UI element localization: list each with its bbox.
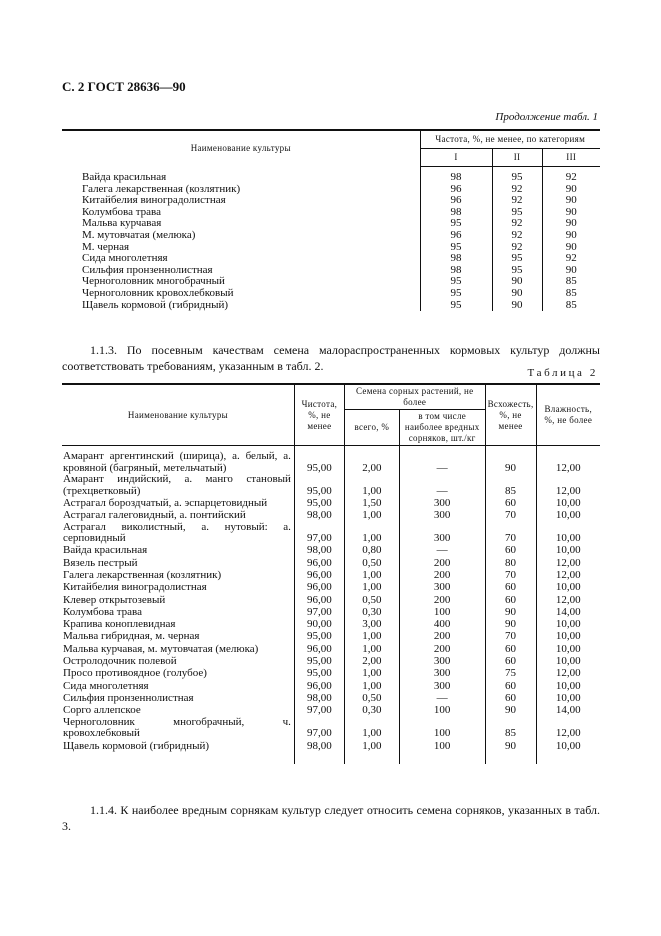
column-header-name: Наименование культуры	[62, 384, 294, 446]
weeds-total-value: 1,00	[344, 680, 399, 692]
moisture-value: 10,00	[536, 643, 600, 655]
weeds-harmful-value: 300	[399, 509, 485, 521]
crop-name: Сильфия пронзеннолистная	[82, 263, 213, 276]
crop-name: Галега лекарственная (козлятник)	[63, 568, 222, 581]
germination-value: 60	[485, 581, 536, 593]
weeds-harmful-value: 200	[399, 643, 485, 655]
germination-value: 60	[485, 692, 536, 704]
purity-value: 98,00	[294, 692, 344, 704]
weeds-total-value: 0,30	[344, 606, 399, 618]
weeds-total-value: 1,00	[344, 581, 399, 593]
moisture-value: 10,00	[536, 618, 600, 630]
table-1-continued	[62, 129, 600, 311]
weeds-total-value: 0,50	[344, 594, 399, 606]
category-2-value: 90	[492, 288, 542, 300]
category-2-value: 95	[492, 253, 542, 265]
crop-name: М. черная	[82, 240, 130, 253]
category-1-value: 96	[420, 195, 492, 207]
weeds-harmful-value: 300	[399, 497, 485, 509]
weeds-total-value: 0,80	[344, 545, 399, 557]
crop-name: Вайда красильная	[63, 544, 148, 557]
paragraph-1-1-4: 1.1.4. К наиболее вредным сорнякам культур следует относить семена сорняков, указанных в табл. 3.	[62, 803, 600, 833]
category-3-value: 90	[542, 230, 600, 242]
table-row	[62, 557, 600, 569]
moisture-value: 10,00	[536, 680, 600, 692]
purity-value: 95,00	[294, 631, 344, 643]
weeds-harmful-value: 200	[399, 594, 485, 606]
table-row	[62, 631, 600, 643]
moisture-value: 14,00	[536, 606, 600, 618]
crop-name: Амарант индийский, а. манго становый (трехцветковый)	[63, 473, 291, 497]
weeds-harmful-value: —	[399, 474, 485, 497]
weeds-total-value: 1,50	[344, 497, 399, 509]
category-2-value: 92	[492, 184, 542, 196]
table-row	[62, 253, 600, 265]
crop-name: Астрагал виколистный, а. нутовый: а. серповидный	[63, 520, 291, 545]
purity-value: 97,00	[294, 717, 344, 740]
column-header-weed-seeds: Семена сорных растений, не более	[344, 384, 485, 410]
table-continuation-label: Продолжение табл. 1	[495, 111, 598, 123]
crop-name: Остролодочник полевой	[63, 655, 177, 668]
germination-value: 90	[485, 704, 536, 716]
table-row	[62, 643, 600, 655]
category-3-value: 92	[542, 253, 600, 265]
table-row	[62, 509, 600, 521]
germination-value: 90	[485, 618, 536, 630]
germination-value: 80	[485, 557, 536, 569]
category-3-value: 85	[542, 288, 600, 300]
column-header-weeds-total: всего, %	[344, 410, 399, 446]
weeds-harmful-value: 100	[399, 704, 485, 716]
purity-value: 95,00	[294, 474, 344, 497]
column-header-category-1: I	[420, 149, 492, 167]
crop-name: Сорго аллепское	[63, 704, 141, 717]
moisture-value: 10,00	[536, 509, 600, 521]
table-row	[62, 618, 600, 630]
crop-name: Черноголовник многобрачный	[82, 275, 225, 288]
crop-name: Амарант аргентинский (ширица), а. белый, а. кровяной (багряный, метельчатый)	[63, 450, 291, 474]
crop-name: Колумбова трава	[82, 205, 161, 218]
category-2-value: 90	[492, 300, 542, 312]
weeds-total-value: 1,00	[344, 569, 399, 581]
weeds-total-value: 0,30	[344, 704, 399, 716]
table-row	[62, 288, 600, 300]
table-row	[62, 704, 600, 716]
crop-name: Крапива коноплевидная	[63, 618, 176, 631]
page-header: С. 2 ГОСТ 28636—90	[62, 79, 186, 94]
weeds-total-value: 3,00	[344, 618, 399, 630]
table-row	[62, 655, 600, 667]
germination-value: 70	[485, 522, 536, 545]
table-row	[62, 717, 600, 740]
weeds-total-value: 0,50	[344, 692, 399, 704]
germination-value: 90	[485, 446, 536, 475]
crop-name: Щавель кормовой (гибридный)	[63, 739, 210, 752]
moisture-value: 10,00	[536, 655, 600, 667]
crop-name: Клевер открытозевый	[63, 593, 166, 606]
table-row	[62, 594, 600, 606]
category-1-value: 98	[420, 167, 492, 184]
weeds-harmful-value: 200	[399, 557, 485, 569]
germination-value: 70	[485, 509, 536, 521]
purity-value: 97,00	[294, 606, 344, 618]
purity-value: 95,00	[294, 497, 344, 509]
moisture-value: 12,00	[536, 569, 600, 581]
category-3-value: 90	[542, 195, 600, 207]
germination-value: 85	[485, 474, 536, 497]
purity-value: 96,00	[294, 643, 344, 655]
purity-value: 96,00	[294, 557, 344, 569]
table-row	[62, 545, 600, 557]
column-header-category-3: III	[542, 149, 600, 167]
category-1-value: 95	[420, 276, 492, 288]
category-3-value: 85	[542, 276, 600, 288]
column-header-category-2: II	[492, 149, 542, 167]
germination-value: 85	[485, 717, 536, 740]
weeds-harmful-value: 300	[399, 581, 485, 593]
category-2-value: 95	[492, 207, 542, 219]
category-3-value: 90	[542, 265, 600, 277]
weeds-harmful-value: 300	[399, 655, 485, 667]
moisture-value: 12,00	[536, 446, 600, 475]
paragraph-1-1-3: 1.1.3. По посевным качествам семена малораспространенных кормовых культур должны соответствовать требованиям, указанным в табл. 2.	[62, 343, 600, 373]
table-row	[62, 692, 600, 704]
category-1-value: 95	[420, 218, 492, 230]
purity-value: 96,00	[294, 594, 344, 606]
table-row	[62, 522, 600, 545]
category-3-value: 90	[542, 218, 600, 230]
moisture-value: 14,00	[536, 704, 600, 716]
purity-value: 90,00	[294, 618, 344, 630]
weeds-total-value: 1,00	[344, 740, 399, 764]
weeds-harmful-value: 200	[399, 631, 485, 643]
germination-value: 60	[485, 497, 536, 509]
column-header-purity: Чистота, %, не менее	[294, 384, 344, 446]
weeds-harmful-value: 100	[399, 606, 485, 618]
category-3-value: 92	[542, 167, 600, 184]
category-3-value: 85	[542, 300, 600, 312]
weeds-total-value: 0,50	[344, 557, 399, 569]
category-1-value: 95	[420, 288, 492, 300]
germination-value: 75	[485, 668, 536, 680]
table-row	[62, 167, 600, 184]
germination-value: 90	[485, 740, 536, 764]
category-1-value: 96	[420, 230, 492, 242]
moisture-value: 10,00	[536, 522, 600, 545]
weeds-harmful-value: 300	[399, 668, 485, 680]
weeds-total-value: 1,00	[344, 522, 399, 545]
weeds-harmful-value: —	[399, 692, 485, 704]
moisture-value: 12,00	[536, 474, 600, 497]
table-row	[62, 740, 600, 764]
purity-value: 97,00	[294, 522, 344, 545]
table-row	[62, 569, 600, 581]
purity-value: 95,00	[294, 655, 344, 667]
moisture-value: 10,00	[536, 497, 600, 509]
crop-name: Вязель пестрый	[63, 556, 138, 569]
category-1-value: 98	[420, 207, 492, 219]
moisture-value: 12,00	[536, 594, 600, 606]
column-header-germination: Всхожесть, %, не менее	[485, 384, 536, 446]
category-2-value: 92	[492, 230, 542, 242]
weeds-harmful-value: 100	[399, 717, 485, 740]
germination-value: 90	[485, 606, 536, 618]
crop-name: Сида многолетняя	[63, 679, 149, 692]
crop-name: Мальва гибридная, м. черная	[63, 630, 200, 643]
crop-name: М. мутовчатая (мелюка)	[82, 229, 196, 242]
column-header-frequency: Частота, %, не менее, по категориям	[420, 130, 600, 149]
category-1-value: 98	[420, 253, 492, 265]
category-2-value: 95	[492, 167, 542, 184]
category-2-value: 90	[492, 276, 542, 288]
germination-value: 70	[485, 569, 536, 581]
purity-value: 96,00	[294, 581, 344, 593]
moisture-value: 12,00	[536, 717, 600, 740]
weeds-total-value: 2,00	[344, 655, 399, 667]
column-header-weeds-harmful: в том числе наиболее вредных сорняков, шт./кг	[399, 410, 485, 446]
table-row	[62, 497, 600, 509]
germination-value: 60	[485, 655, 536, 667]
purity-value: 98,00	[294, 740, 344, 764]
category-1-value: 95	[420, 300, 492, 312]
crop-name: Черноголовник кровохлебковый	[82, 286, 234, 299]
purity-value: 95,00	[294, 668, 344, 680]
crop-name: Просо противоядное (голубое)	[63, 667, 207, 680]
crop-name: Сильфия пронзеннолистная	[63, 691, 194, 704]
moisture-value: 12,00	[536, 668, 600, 680]
category-1-value: 96	[420, 184, 492, 196]
crop-name: Астрагал бороздчатый, а. эспарцетовидный	[63, 496, 268, 509]
purity-value: 98,00	[294, 509, 344, 521]
table-row	[62, 668, 600, 680]
germination-value: 70	[485, 631, 536, 643]
table-row	[62, 680, 600, 692]
column-header-moisture: Влажность, %, не более	[536, 384, 600, 446]
moisture-value: 10,00	[536, 740, 600, 764]
category-1-value: 95	[420, 242, 492, 254]
table-2	[62, 383, 600, 764]
weeds-harmful-value: 300	[399, 522, 485, 545]
category-3-value: 90	[542, 184, 600, 196]
table-row	[62, 581, 600, 593]
moisture-value: 10,00	[536, 545, 600, 557]
table-row	[62, 300, 600, 312]
table-row	[62, 230, 600, 242]
table-row	[62, 474, 600, 497]
table-2-body	[62, 446, 600, 765]
weeds-harmful-value: 100	[399, 740, 485, 764]
purity-value: 96,00	[294, 680, 344, 692]
moisture-value: 10,00	[536, 631, 600, 643]
moisture-value: 10,00	[536, 581, 600, 593]
moisture-value: 10,00	[536, 692, 600, 704]
weeds-harmful-value: 300	[399, 680, 485, 692]
weeds-total-value: 1,00	[344, 509, 399, 521]
germination-value: 60	[485, 680, 536, 692]
crop-name: Мальва курчавая, м. мутовчатая (мелюка)	[63, 642, 259, 655]
purity-value: 98,00	[294, 545, 344, 557]
crop-name: Китайбелия виноградолистная	[63, 581, 207, 594]
weeds-total-value: 1,00	[344, 717, 399, 740]
category-2-value: 92	[492, 195, 542, 207]
category-2-value: 95	[492, 265, 542, 277]
weeds-harmful-value: 400	[399, 618, 485, 630]
crop-name: Щавель кормовой (гибридный)	[82, 298, 229, 311]
germination-value: 60	[485, 643, 536, 655]
table-row	[62, 606, 600, 618]
category-3-value: 90	[542, 242, 600, 254]
crop-name: Черноголовник многобрачный, ч. кровохлебковый	[63, 715, 291, 740]
crop-name: Вайда красильная	[82, 170, 167, 183]
purity-value: 95,00	[294, 446, 344, 475]
table-1-body	[62, 167, 600, 312]
category-2-value: 92	[492, 242, 542, 254]
weeds-harmful-value: 200	[399, 569, 485, 581]
crop-name: Китайбелия виноградолистная	[82, 194, 226, 207]
purity-value: 97,00	[294, 704, 344, 716]
crop-name: Галега лекарственная (козлятник)	[82, 182, 241, 195]
germination-value: 60	[485, 594, 536, 606]
germination-value: 60	[485, 545, 536, 557]
moisture-value: 12,00	[536, 557, 600, 569]
crop-name: Колумбова трава	[63, 605, 142, 618]
crop-name: Сида многолетняя	[82, 252, 168, 265]
weeds-total-value: 1,00	[344, 474, 399, 497]
column-header-name: Наименование культуры	[62, 130, 420, 167]
category-3-value: 90	[542, 207, 600, 219]
weeds-total-value: 2,00	[344, 446, 399, 475]
weeds-total-value: 1,00	[344, 668, 399, 680]
purity-value: 96,00	[294, 569, 344, 581]
table-2-label: Таблица 2	[527, 367, 598, 379]
weeds-harmful-value: —	[399, 446, 485, 475]
crop-name: Мальва курчавая	[82, 217, 162, 230]
weeds-harmful-value: —	[399, 545, 485, 557]
table-row	[62, 446, 600, 475]
category-2-value: 92	[492, 218, 542, 230]
category-1-value: 98	[420, 265, 492, 277]
weeds-total-value: 1,00	[344, 643, 399, 655]
weeds-total-value: 1,00	[344, 631, 399, 643]
crop-name: Астрагал галеговидный, а. понтийский	[63, 509, 246, 522]
